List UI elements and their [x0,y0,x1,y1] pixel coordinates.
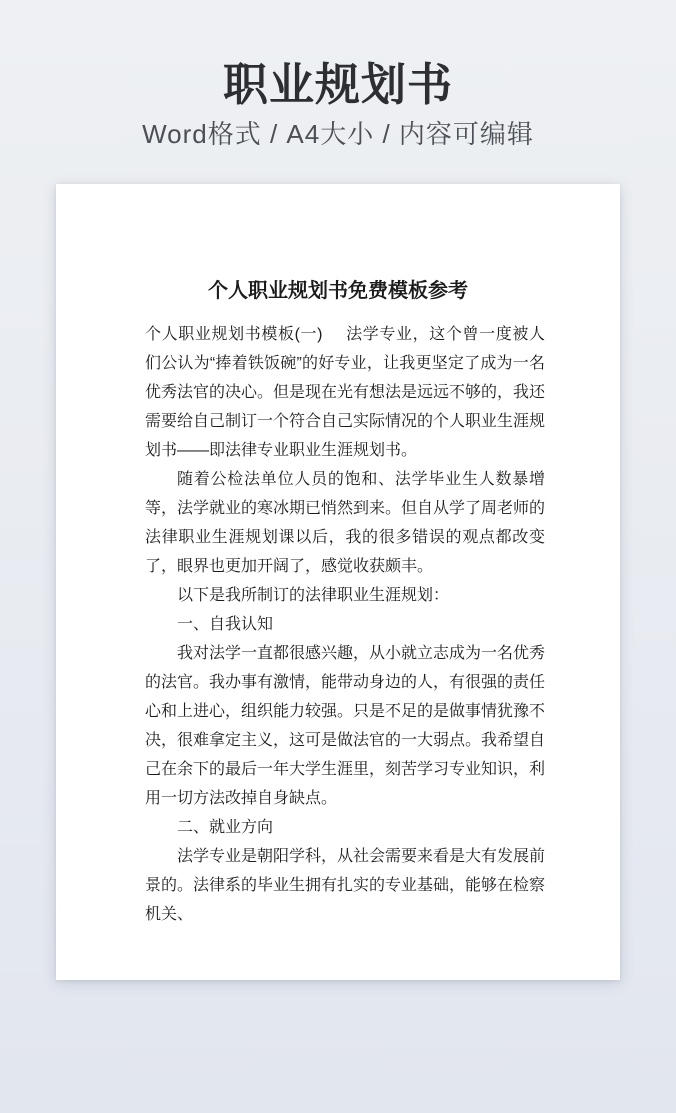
page-subtitle: Word格式 / A4大小 / 内容可编辑 [142,119,534,149]
document-body [145,320,545,929]
paragraph: 以下是我所制订的法律职业生涯规划： [177,587,450,604]
paragraph [145,320,545,465]
header [0,57,676,150]
paragraph: 随着公检法单位人员的饱和、法学毕业生人数暴增等，法学就业的寒冰期已悄然到来。但自从学了周老师的法律职业生涯规划课以后，我的很多错误的观点都改变了，眼界也更加开阔了，感觉收获颇丰。 [145,471,546,575]
document-page [56,184,620,980]
page-title: 职业规划书 [222,59,453,110]
paragraph: 法学专业是朝阳学科，从社会需要来看是大有发展前景的。法律系的毕业生拥有扎实的专业基础，能够在检察机关、 [145,848,546,923]
paragraph-lead: 个人职业规划书模板(一) [145,326,323,343]
paragraph: 一、自我认知 [177,616,274,633]
template-preview [0,57,676,980]
paragraph-text: 法学专业，这个曾一度被人们公认为“捧着铁饭碗”的好专业，让我更坚定了成为一名优秀法官的决心。但是现在光有想法是远远不够的，我还需要给自己制订一个符合自己实际情况的个人职业生涯规划书——即法律专业职业生涯规划书。 [145,326,546,459]
paragraph: 二、就业方向 [177,819,274,836]
document-title: 个人职业规划书免费模板参考 [208,280,468,302]
paragraph: 我对法学一直都很感兴趣，从小就立志成为一名优秀的法官。我办事有激情，能带动身边的人，有很强的责任心和上进心，组织能力较强。只是不足的是做事情犹豫不决，很难拿定主义，这可是做法官的一大弱点。我希望自己在余下的最后一年大学生涯里，刻苦学习专业知识，利用一切方法改掉自身缺点。 [145,645,546,807]
